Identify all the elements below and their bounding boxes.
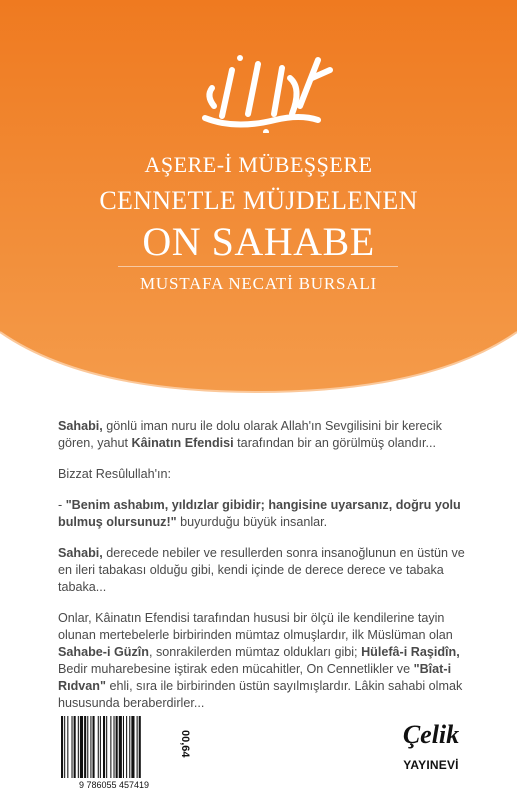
publisher-logo [396,720,466,790]
price-label [176,726,196,786]
p5-c: , sonrakilerden mümtaz oldukları gibi; [148,645,362,659]
p5-f: "Bîat-i Rıdvan" [58,662,452,693]
author-name: MUSTAFA NECATİ BURSALI [140,274,377,293]
barcode-bar [123,716,124,778]
barcode-bar [131,716,134,778]
blurb-paragraph-4 [58,545,478,596]
barcode-bar [90,716,91,778]
barcode-bar [61,716,63,778]
barcode-bar [64,716,65,778]
p5-b: Sahabe-i Güzîn [58,645,149,659]
arabic-calligraphy-emblem [0,48,517,133]
p4-rest: derecede nebiler ve resullerden sonra insanoğlunun en üstün ve en ileri tabakası olduğu gibi, kendi içinde de derece derece ve tabaka tabaka... [58,546,465,594]
barcode-bar [72,716,73,778]
book-title: ON SAHABE [142,219,375,264]
barcode-bar [100,716,101,778]
publisher-name: Çelik [402,720,460,749]
barcode-bar [116,716,118,778]
blurb-text [58,418,478,726]
barcode-bar [78,716,79,778]
barcode-bar [110,716,111,778]
barcode-bar [114,716,115,778]
barcode-bar [98,716,99,778]
blurb-paragraph-3 [58,497,478,531]
isbn-number: 9 786055 457419 [78,780,150,790]
p5-g: ehli, sıra ile birbirinden üstün sayılmışlardır. Lâkin sahabi olmak hususunda beraberdirler... [58,679,463,710]
barcode-bar [139,716,141,778]
p5-a: Onlar, Kâinatın Efendisi tarafından hususi bir ölçü ile kendilerine tayin olunan mertebelerle birbirinden mümtaz olmuşlardır, ilk Müslüman olan [58,611,453,642]
series-subtitle: AŞERE-İ MÜBEŞŞERE [144,152,373,177]
barcode-bar [119,716,122,778]
barcode-bars [61,716,141,778]
barcode-bar [87,716,88,778]
p1-a: gönlü iman nuru ile dolu olarak Allah'ın Sevgilisini bir kerecik gören, yahut [58,419,442,450]
barcode-bar [80,716,83,778]
p3-rest: buyurduğu büyük insanlar. [176,515,328,529]
barcode-bar [129,716,130,778]
barcode-bar [137,716,138,778]
title-divider [118,266,398,267]
p5-d: Hülefâ-i Raşidîn, [361,645,460,659]
blurb-paragraph-2: Bizzat Resûlullah'ın: [58,467,172,481]
p5-e: Bedir muharebesine iştirak eden mücahitler, On Cennetlikler ve [58,662,414,676]
blurb-paragraph-5 [58,610,478,712]
p4-lead: Sahabi, [58,546,103,560]
blurb-paragraph-1 [58,418,478,452]
publisher-subtitle: YAYINEVİ [403,758,459,772]
isbn-barcode [55,712,173,792]
barcode-bar [126,716,127,778]
p1-b: Kâinatın Efendisi [131,436,234,450]
p1-lead: Sahabi, [58,419,103,433]
barcode-bar [74,716,76,778]
book-subtitle: CENNETLE MÜJDELENEN [99,186,418,215]
price-text: 00,64 [179,730,191,758]
barcode-bar [93,716,95,778]
p1-c: tarafından bir an görülmüş olandır... [233,436,437,450]
barcode-bar [103,716,105,778]
barcode-bar [84,716,86,778]
barcode-bar [106,716,107,778]
p3-quote: "Benim ashabım, yıldızlar gibidir; hangisine uyarsanız, doğru yolu bulmuş olursunuz!" [58,498,461,529]
barcode-bar [67,716,68,778]
p3-dash: - [58,498,66,512]
